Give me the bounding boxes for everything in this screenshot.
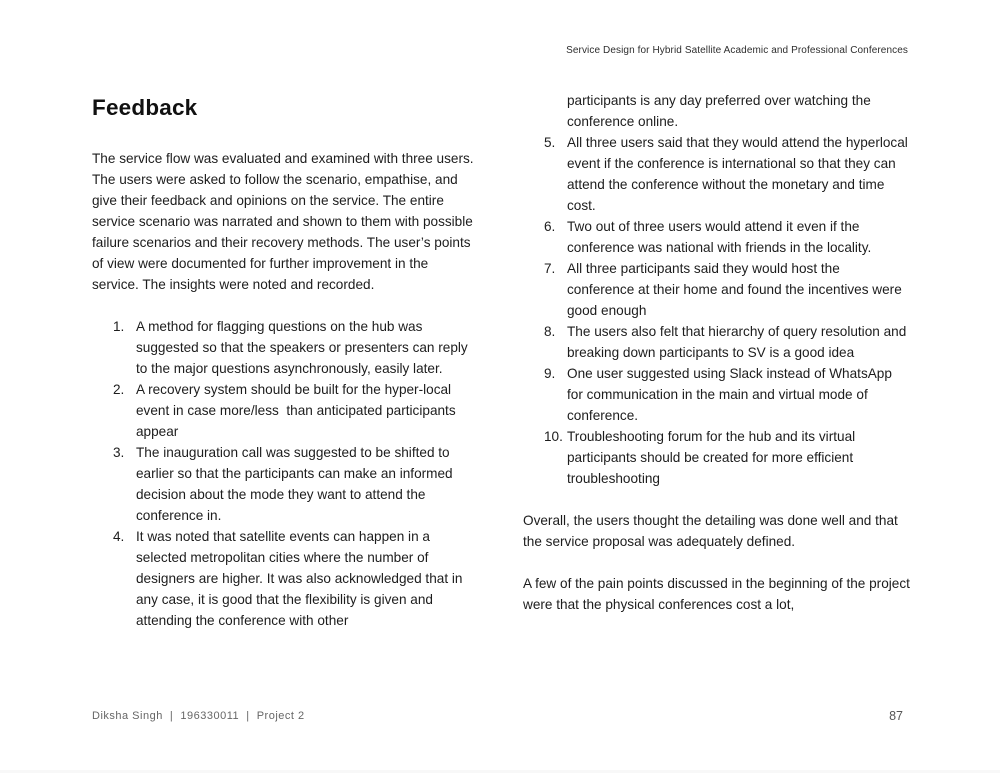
list-item-number: 7. [544, 261, 556, 276]
list-item-number [544, 90, 567, 132]
list-item [523, 426, 910, 489]
list-item-text: All three participants said they would host the conference at their home and found the incentives were good enough [567, 261, 906, 318]
list-item-number: 5. [544, 135, 556, 150]
running-header: Service Design for Hybrid Satellite Academic and Professional Conferences [566, 45, 908, 56]
list-item-number: 8. [544, 324, 556, 339]
list-item-number: 9. [544, 366, 556, 381]
list-item [523, 132, 910, 216]
list-item-text: Troubleshooting forum for the hub and its virtual participants should be created for more efficient troubleshooting [567, 429, 859, 486]
list-item-number: 6. [544, 219, 556, 234]
list-item-number: 2. [113, 382, 125, 397]
right-column [523, 90, 914, 636]
feedback-list-left [92, 316, 476, 631]
list-item-number: 10. [544, 429, 563, 444]
feedback-list-right [523, 90, 910, 489]
list-item [92, 442, 476, 526]
list-item-number: 1. [113, 319, 125, 334]
list-item-text: The inauguration call was suggested to be shifted to earlier so that the participants can make an informed decision about the mode they want to attend the conference in. [136, 445, 457, 523]
list-item [92, 379, 476, 442]
list-item-number: 3. [113, 445, 125, 460]
list-item [523, 258, 910, 321]
list-item-continuation [523, 90, 910, 132]
list-item-text: All three users said that they would attend the hyperlocal event if the conference is international so that they can attend the conference without the monetary and time cost. [567, 135, 912, 213]
list-item-text: A method for flagging questions on the hub was suggested so that the speakers or presenters can reply to the major questions asynchronously, easily later. [136, 319, 472, 376]
summary-paragraph: Overall, the users thought the detailing was done well and that the service proposal was adequately defined. [523, 513, 902, 549]
list-item-number: 4. [113, 529, 125, 544]
list-item-text: participants is any day preferred over watching the conference online. [567, 93, 875, 129]
pain-points-paragraph: A few of the pain points discussed in the beginning of the project were that the physical conferences cost a lot, [523, 576, 914, 612]
list-item [92, 526, 476, 631]
list-item-text: One user suggested using Slack instead of WhatsApp for communication in the main and virtual mode of conference. [567, 366, 896, 423]
list-item-text: The users also felt that hierarchy of query resolution and breaking down participants to SV is a good idea [567, 324, 911, 360]
list-item [92, 316, 476, 379]
footer-author-info: Diksha Singh | 196330011 | Project 2 [92, 710, 305, 722]
left-column [92, 95, 476, 631]
list-item-text: Two out of three users would attend it even if the conference was national with friends in the locality. [567, 219, 872, 255]
page-number: 87 [889, 709, 903, 723]
list-item [523, 363, 910, 426]
page-title: Feedback [92, 95, 198, 120]
list-item-text: A recovery system should be built for the hyper-local event in case more/less than anticipated participants appear [136, 382, 460, 439]
intro-paragraph: The service flow was evaluated and examined with three users. The users were asked to follow the scenario, empathise, and give their feedback and opinions on the service. The entire service scenario was narrated and shown to them with possible failure scenarios and their recovery methods. The user’s points of view were documented for further improvement in the service. The insights were noted and recorded. [92, 151, 478, 292]
list-item [523, 216, 910, 258]
list-item-text: It was noted that satellite events can happen in a selected metropolitan cities where the number of designers are higher. It was also acknowledged that in any case, it is good that the flexibility is given and attending the conference with other [136, 529, 467, 628]
list-item [523, 321, 910, 363]
